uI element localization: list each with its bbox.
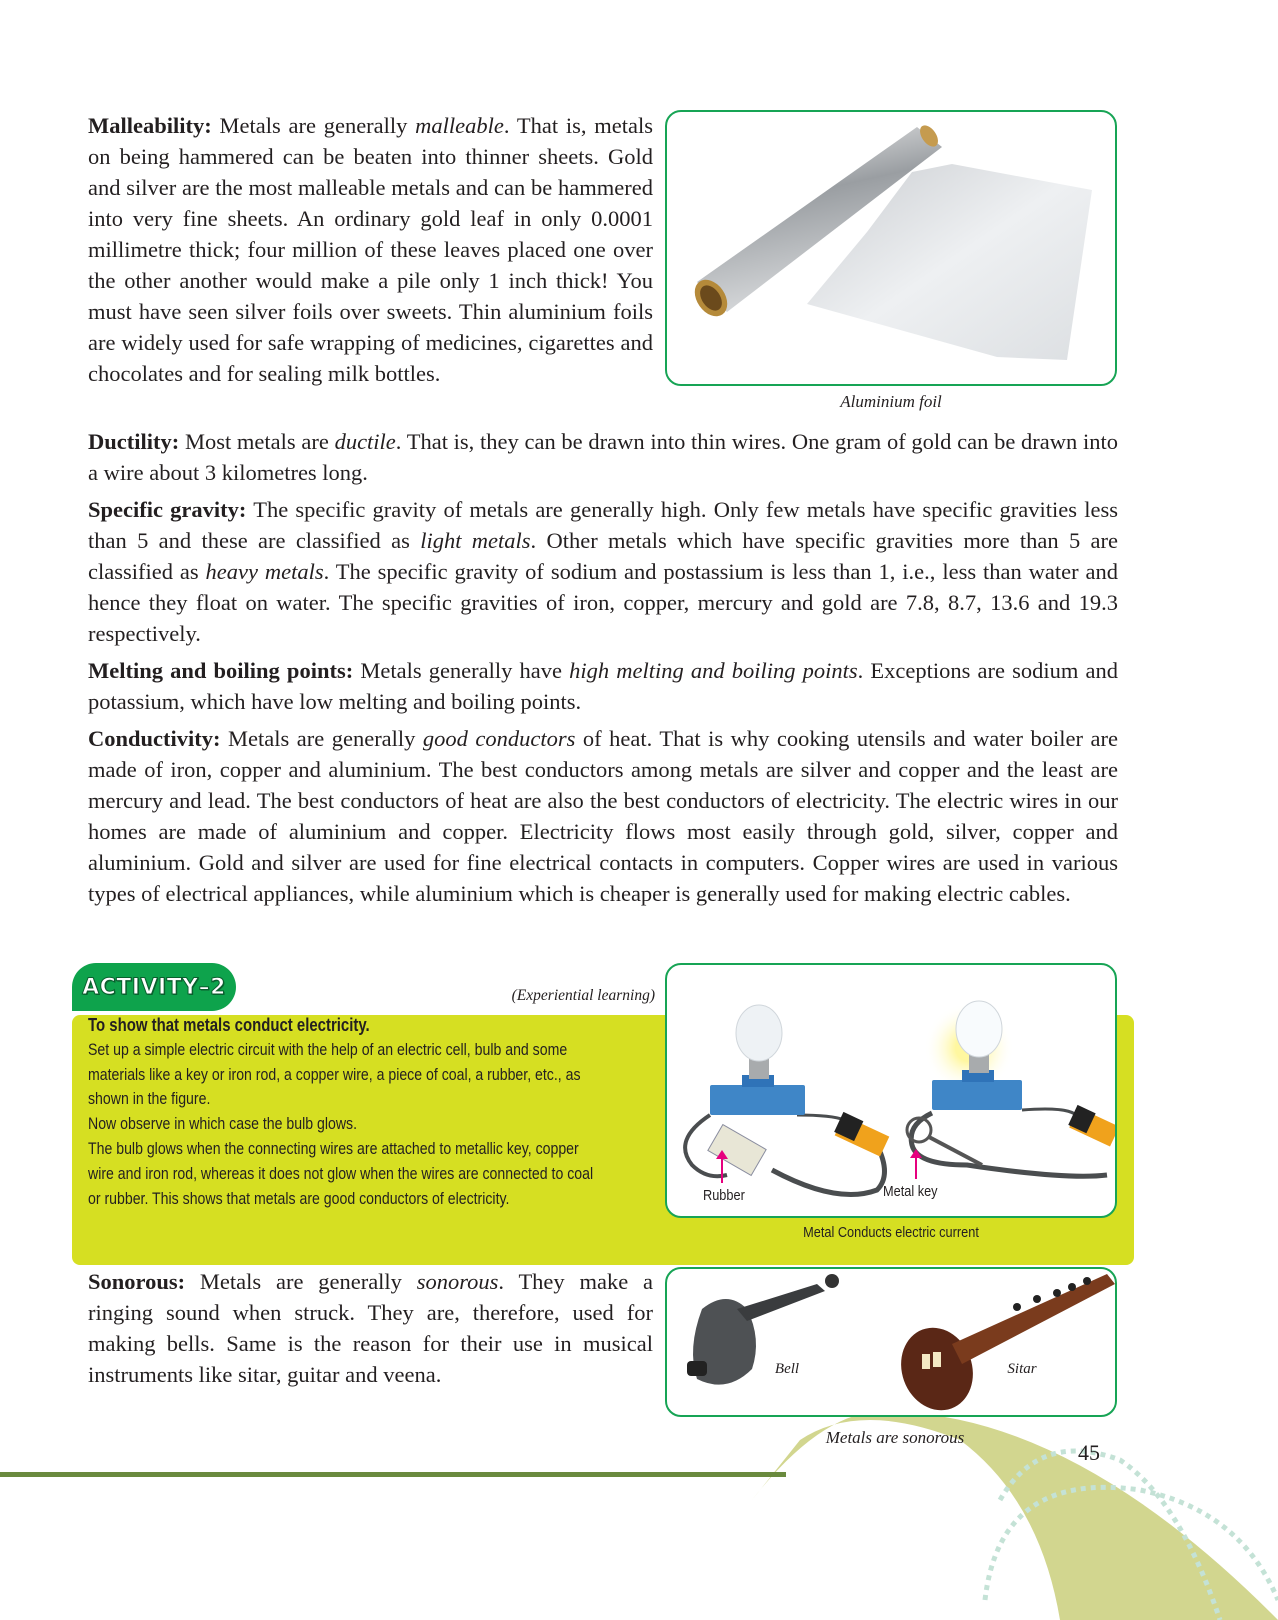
circuit-figure bbox=[665, 963, 1117, 1218]
specific-gravity-heading: Specific gravity: bbox=[88, 497, 247, 522]
activity-text bbox=[88, 1013, 745, 1211]
activity-line: The bulb glows when the connecting wires are attached to metallic key, copper bbox=[88, 1138, 579, 1158]
activity-line: wire and iron rod, whereas it does not glow when the wires are connected to coal bbox=[88, 1163, 594, 1183]
term-light-metals: light metals bbox=[420, 528, 531, 553]
ductility-paragraph bbox=[88, 426, 1118, 488]
sonorous-caption: Metals are sonorous bbox=[825, 1428, 965, 1447]
bell-icon bbox=[687, 1274, 839, 1385]
sitar-icon bbox=[890, 1274, 1115, 1417]
activity-badge bbox=[72, 963, 236, 1011]
conductivity-paragraph bbox=[88, 723, 1118, 909]
malleability-paragraph bbox=[88, 110, 653, 389]
conductivity-heading: Conductivity: bbox=[88, 726, 221, 751]
text: Metals are generally bbox=[211, 113, 416, 138]
text: Metals are generally bbox=[220, 726, 423, 751]
footer-rule bbox=[0, 1472, 786, 1477]
melting-paragraph bbox=[88, 655, 1118, 717]
activity-line: shown in the figure. bbox=[88, 1089, 211, 1109]
text: . That is, metals on being hammered can be beaten into thinner sheets. Gold and silver are the most malleable metals and can be hammered into very fine sheets. An ordinary gold leaf in only 0.0001 millimetre thick; four million of these leaves placed one over the other another would make a pile only 1 inch thick! You must have seen silver foils over sweets. Thin aluminium foils are widely used for safe wrapping of medicines, cigarettes and chocolates and for sealing milk bottles. bbox=[88, 113, 653, 386]
activity-badge-label: ACTIVITY–2 bbox=[82, 974, 226, 1000]
activity-title: To show that metals conduct electricity. bbox=[88, 1015, 370, 1035]
sonorous-heading: Sonorous: bbox=[88, 1269, 186, 1294]
circuit-caption: Metal Conducts electric current bbox=[803, 1224, 979, 1241]
rubber-pointer-arrow bbox=[721, 1158, 723, 1183]
sitar-label: Sitar bbox=[1007, 1361, 1037, 1377]
text: . Other metals which have specific gravities more than 5 are classified as bbox=[88, 528, 1118, 584]
malleability-heading: Malleability: bbox=[88, 113, 212, 138]
text: . Exceptions are sodium and potassium, which have low melting and boiling points. bbox=[88, 658, 1119, 714]
text: The specific gravity of metals are generally high. Only few metals have specific gravities less than 5 and these are classified as bbox=[88, 497, 1118, 553]
circuit-diagram bbox=[667, 965, 1117, 1218]
text: Metals generally have bbox=[353, 658, 570, 683]
bell-and-sitar-image bbox=[667, 1269, 1117, 1417]
metal-key-label: Metal key bbox=[883, 1183, 938, 1200]
sonorous-paragraph bbox=[88, 1266, 653, 1390]
activity-subtitle: (Experiential learning) bbox=[511, 987, 655, 1004]
term-sonorous: sonorous bbox=[416, 1269, 499, 1294]
melting-heading: Melting and boiling points: bbox=[88, 658, 354, 683]
specific-gravity-paragraph bbox=[88, 494, 1118, 649]
text: of heat. That is why cooking utensils and water boiler are made of iron, copper and aluminium. The best conductors among metals are silver and copper and the least are mercury and lead. The best conductors of heat are also the best conductors of electricity. The electric wires in our homes are made of aluminium and copper. Electricity flows most easily through gold, silver, copper and aluminium. Gold and silver are used for fine electrical contacts in computers. Copper wires are used in various types of electrical appliances, while aluminium which is cheaper is generally used for making electric cables. bbox=[88, 726, 1118, 906]
rubber-label: Rubber bbox=[703, 1187, 745, 1204]
activity-line: Set up a simple electric circuit with the help of an electric cell, bulb and some bbox=[88, 1039, 568, 1059]
term-heavy-metals: heavy metals bbox=[205, 559, 324, 584]
term-good-conductors: good conductors bbox=[422, 726, 576, 751]
sonorous-figure bbox=[665, 1267, 1117, 1417]
activity-line: or rubber. This shows that metals are good conductors of electricity. bbox=[88, 1188, 510, 1208]
aluminium-foil-figure bbox=[665, 110, 1117, 386]
aluminium-foil-image bbox=[667, 112, 1117, 386]
bell-label: Bell bbox=[774, 1361, 800, 1377]
metal-key-pointer-arrow bbox=[915, 1157, 917, 1179]
text: . That is, they can be drawn into thin wires. One gram of gold can be drawn into a wire about 3 kilometres long. bbox=[88, 429, 1118, 485]
activity-line: materials like a key or iron rod, a copper wire, a piece of coal, a rubber, etc., as bbox=[88, 1064, 581, 1084]
text: . The specific gravity of sodium and postassium is less than 1, i.e., less than water and hence they float on water. The specific gravities of iron, copper, mercury and gold are 7.8, 8.7, 13.6 and 19.3 respectively. bbox=[88, 559, 1118, 646]
term-malleable: malleable bbox=[415, 113, 504, 138]
ductility-heading: Ductility: bbox=[88, 429, 180, 454]
page-number: 45 bbox=[1078, 1440, 1100, 1465]
text: Metals are generally bbox=[185, 1269, 417, 1294]
term-ductile: ductile bbox=[334, 429, 396, 454]
activity-line: Now observe in which case the bulb glows. bbox=[88, 1114, 358, 1134]
foil-caption: Aluminium foil bbox=[840, 392, 942, 411]
term-high-melting: high melting and boiling points bbox=[569, 658, 858, 683]
text: Most metals are bbox=[179, 429, 335, 454]
text: . They make a ringing sound when struck. They are, therefore, used for making bells. Same is the reason for their use in musical instruments like sitar, guitar and veena. bbox=[88, 1269, 653, 1387]
